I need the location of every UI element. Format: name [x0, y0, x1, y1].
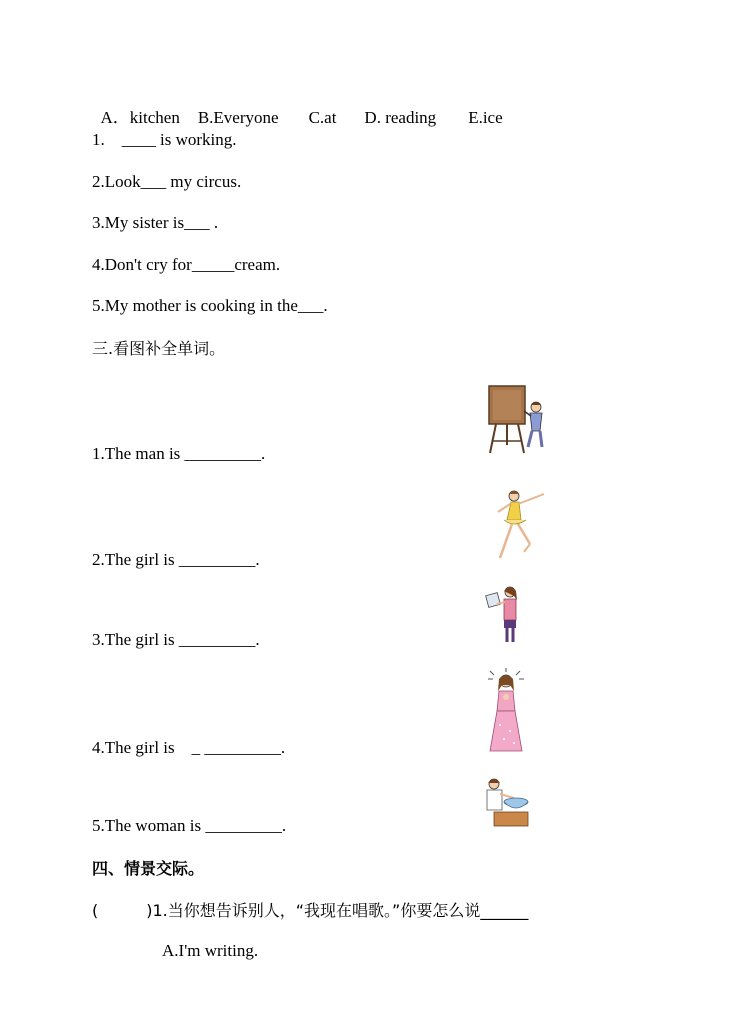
situation-option-a: A.I'm writing.	[162, 941, 259, 960]
option-c: C.at	[308, 108, 337, 127]
fill-item-5: 5.My mother is cooking in the___.	[92, 296, 328, 315]
picture-item-2: 2.The girl is _________.	[92, 550, 260, 569]
fill-item-1: 1. ____ is working.	[92, 130, 237, 149]
painter-picture-icon	[484, 383, 550, 457]
fill-item-2: 2.Look___ my circus.	[92, 172, 242, 191]
picture-item-5: 5.The woman is _________.	[92, 816, 287, 835]
word-options-row	[92, 88, 503, 128]
section4-heading: 四、情景交际。	[92, 859, 205, 878]
option-e: E.ice	[468, 108, 503, 127]
dancer-picture-icon	[488, 486, 550, 566]
picture-item-4: 4.The girl is _ _________.	[92, 738, 286, 757]
reader-picture-icon	[484, 584, 526, 644]
singer-picture-icon	[484, 667, 530, 755]
picture-item-1: 1.The man is _________.	[92, 444, 266, 463]
section3-heading: 三.看图补全单词。	[92, 339, 226, 358]
fill-item-4: 4.Don't cry for_____cream.	[92, 255, 281, 274]
option-a: A．kitchen	[100, 108, 180, 127]
situation-question-1: ( )1.当你想告诉别人，“我现在唱歌。”你要怎么说______	[92, 901, 529, 920]
picture-item-3: 3.The girl is _________.	[92, 630, 260, 649]
option-d: D. reading	[364, 108, 437, 127]
cook-picture-icon	[484, 776, 530, 830]
option-b: B.Everyone	[197, 108, 279, 127]
fill-item-3: 3.My sister is___ .	[92, 213, 219, 232]
